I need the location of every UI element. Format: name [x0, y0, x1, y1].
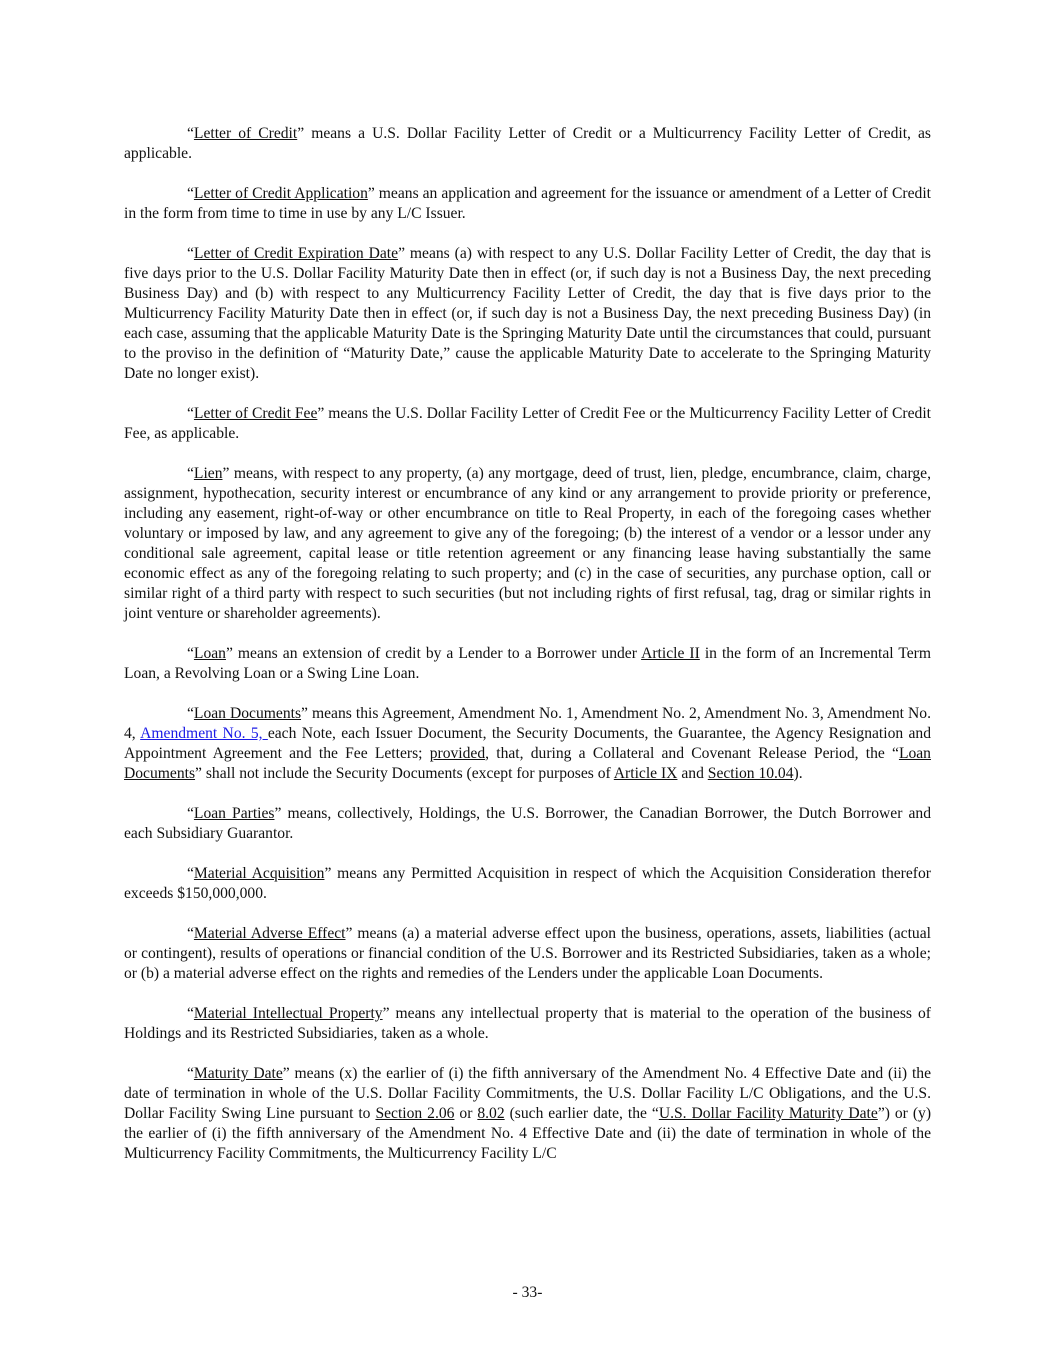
definition-paragraph: [124, 1064, 931, 1164]
defined-term: Loan Parties: [193, 805, 275, 822]
definition-paragraph: [124, 124, 931, 164]
definition-text: “: [187, 865, 194, 882]
defined-term: Material Adverse Effect: [193, 925, 346, 942]
definition-text: “: [187, 245, 194, 262]
cross-reference: Article II: [641, 645, 700, 662]
definition-paragraph: [124, 404, 931, 444]
definition-text: ” shall not include the Security Documents (except for purposes of: [195, 765, 614, 782]
definition-text: (such earlier date, the “: [504, 1105, 659, 1122]
definition-text: “: [187, 645, 194, 662]
definition-text: “: [187, 1065, 194, 1082]
definition-text: ” means an extension of credit by a Lender to a Borrower under: [225, 645, 642, 662]
definition-text: ” means this Agreement, Amendment No. 1, Amendment No. 2, Amendment No. 3, Amendment No. 4,: [124, 705, 931, 742]
definition-text: ” means a U.S. Dollar Facility Letter of Credit or a Multicurrency Facility Letter of Credit, as applicable.: [124, 125, 931, 162]
definition-paragraph: [124, 244, 931, 384]
definition-text: ).: [793, 765, 803, 782]
definition-text: “: [187, 1005, 194, 1022]
cross-reference: Section 10.04: [707, 765, 794, 782]
definition-text: ” means (x) the earlier of (i) the fifth anniversary of the Amendment No. 4 Effective Date and (ii) the date of termination in whole of the U.S. Dollar Facility Commitments, the U.S. Dollar Facility L/C Obligations, and the U.S. Dollar Facility Swing Line pursuant to: [124, 1065, 931, 1122]
definition-paragraph: [124, 704, 931, 784]
defined-term: Maturity Date: [193, 1065, 283, 1082]
hyperlink[interactable]: Amendment No. 5,: [140, 725, 268, 742]
cross-reference: Loan Documents: [124, 745, 931, 782]
defined-term: Letter of Credit Application: [193, 185, 368, 202]
definition-text: ” means an application and agreement for the issuance or amendment of a Letter of Credit in the form from time to time in use by any L/C Issuer.: [124, 185, 931, 222]
defined-term: Letter of Credit Fee: [193, 405, 318, 422]
definition-paragraph: [124, 184, 931, 224]
definition-text: “: [187, 705, 194, 722]
cross-reference: Article IX: [613, 765, 678, 782]
cross-reference: provided: [429, 745, 486, 762]
definition-text: “: [187, 465, 194, 482]
defined-term: Lien: [193, 465, 223, 482]
definitions-list: [124, 124, 931, 1164]
defined-term: Material Intellectual Property: [193, 1005, 383, 1022]
cross-reference: Section 2.06: [375, 1105, 455, 1122]
cross-reference: U.S. Dollar Facility Maturity Date: [658, 1105, 878, 1122]
cross-reference: 8.02: [477, 1105, 505, 1122]
definition-text: ”) or (y) the earlier of (i) the fifth anniversary of the Amendment No. 4 Effective Date and (ii) the date of termination in whole of the Multicurrency Facility Commitments, the Multicurrency Facility L/C: [124, 1105, 932, 1162]
defined-term: Letter of Credit Expiration Date: [193, 245, 399, 262]
definition-text: “: [187, 125, 194, 142]
definition-text: in the form of an Incremental Term Loan, a Revolving Loan or a Swing Line Loan.: [124, 645, 931, 682]
definition-text: “: [187, 405, 194, 422]
definition-paragraph: [124, 464, 931, 624]
definition-text: “: [187, 925, 194, 942]
definition-text: “: [187, 185, 194, 202]
definition-paragraph: [124, 864, 931, 904]
definition-paragraph: [124, 1004, 931, 1044]
definition-text: ” means any intellectual property that is material to the operation of the business of Holdings and its Restricted Subsidiaries, taken as a whole.: [124, 1005, 931, 1042]
definition-text: or: [454, 1105, 478, 1122]
definition-paragraph: [124, 804, 931, 844]
definition-text: ” means (a) with respect to any U.S. Dollar Facility Letter of Credit, the day that is five days prior to the U.S. Dollar Facility Maturity Date then in effect (or, if such day is not a Business Day, the next preceding Business Day) and (b) with respect to any Multicurrency Facility Letter of Credit, the day that is five days prior to the Multicurrency Facility Maturity Date then in effect (or, if such day is not a Business Day, the next preceding Business Day) (in each case, assuming that the applicable Maturity Date is the Springing Maturity Date until the circumstances that could, pursuant to the proviso in the definition of “Maturity Date,” cause the applicable Maturity Date to accelerate to the Springing Maturity Date no longer exist).: [124, 245, 931, 382]
definition-text: ” means the U.S. Dollar Facility Letter of Credit Fee or the Multicurrency Facility Letter of Credit Fee, as applicable.: [124, 405, 931, 442]
definition-text: and: [677, 765, 708, 782]
defined-term: Loan: [193, 645, 226, 662]
definition-paragraph: [124, 644, 931, 684]
definition-text: “: [187, 805, 194, 822]
definition-text: ” means, with respect to any property, (a) any mortgage, deed of trust, lien, pledge, encumbrance, claim, charge, assignment, hypothecation, security interest or encumbrance of any kind or any arrangement to provide priority or preference, including any easement, right-of-way or other encumbrance on title to Real Property, in each of the foregoing cases whether voluntary or imposed by law, and any agreement to give any of the foregoing; (b) the interest of a vendor or a lessor under any conditional sale agreement, capital lease or title retention agreement or any financing lease having substantially the same economic effect as any of the foregoing relating to such property; and (c) in the case of securities, any purchase option, call or similar right of a third party with respect to such securities (but not including rights of first refusal, tag, drag or similar rights in joint venture or shareholder agreements).: [124, 465, 931, 622]
page-number: - 33-: [512, 1284, 543, 1301]
defined-term: Material Acquisition: [193, 865, 325, 882]
definition-text: ” means (a) a material adverse effect upon the business, operations, assets, liabilities (actual or contingent), results of operations or financial condition of the U.S. Borrower and its Restricted Subsidiaries, taken as a whole; or (b) a material adverse effect on the rights and remedies of the Lenders under the applicable Loan Documents.: [124, 925, 931, 982]
definition-paragraph: [124, 924, 931, 984]
definition-text: , that, during a Collateral and Covenant Release Period, the “: [485, 745, 899, 762]
definition-text: each Note, each Issuer Document, the Security Documents, the Guarantee, the Agency Resignation and Appointment Agreement and the Fee Letters;: [124, 725, 932, 762]
definition-text: ” means any Permitted Acquisition in respect of which the Acquisition Consideration therefor exceeds $150,000,000.: [124, 865, 931, 902]
definition-text: ” means, collectively, Holdings, the U.S. Borrower, the Canadian Borrower, the Dutch Borrower and each Subsidiary Guarantor.: [124, 805, 931, 842]
document-page: [124, 124, 931, 1184]
defined-term: Letter of Credit: [193, 125, 298, 142]
defined-term: Loan Documents: [193, 705, 302, 722]
